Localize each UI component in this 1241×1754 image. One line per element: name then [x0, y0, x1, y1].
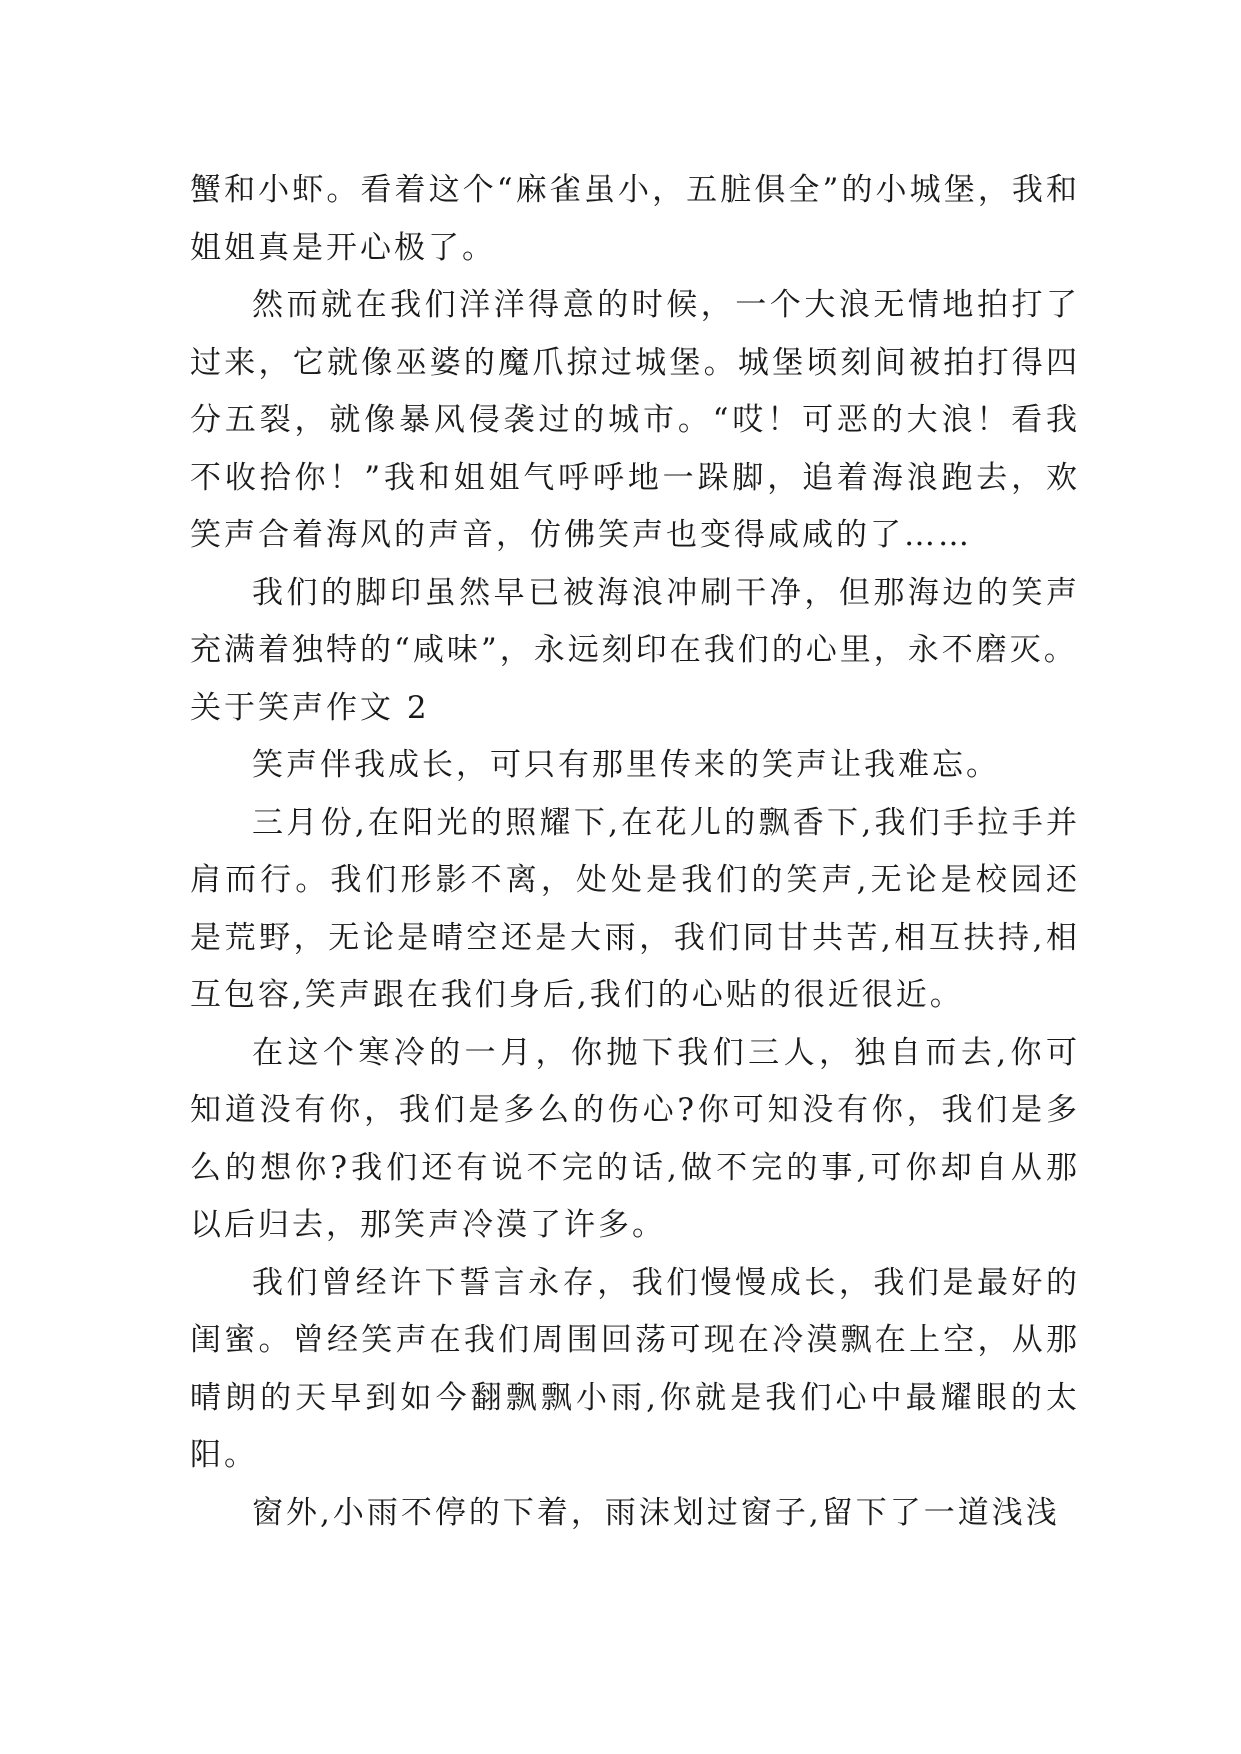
section-heading: 关于笑声作文 2 [190, 689, 430, 726]
paragraph-january: 在这个寒冷的一月，你抛下我们三人，独自而去,你可知道没有你，我们是多么的伤心?你可知没有你，我们是多么的想你?我们还有说不完的话,做不完的事,可你却自从那以后归去，那笑声冷漠了许多。 [190, 1034, 1080, 1243]
paragraph-march: 三月份,在阳光的照耀下,在花儿的飘香下,我们手拉手并肩而行。我们形影不离，处处是我们的笑声,无论是校园还是荒野，无论是晴空还是大雨，我们同甘共苦,相互扶持,相互包容,笑声跟在我们身后,我们的心贴的很近很近。 [190, 804, 1080, 1013]
paragraph-grow-up: 笑声伴我成长，可只有那里传来的笑声让我难忘。 [252, 747, 1000, 783]
paragraph-wave: 然而就在我们洋洋得意的时候，一个大浪无情地拍打了过来，它就像巫婆的魔爪掠过城堡。城堡顷刻间被拍打得四分五裂，就像暴风侵袭过的城市。“哎！可恶的大浪！看我不收拾你！”我和姐姐气呼呼地一跺脚，追着海浪跑去，欢笑声合着海风的声音，仿佛笑声也变得咸咸的了…… [190, 287, 1080, 553]
document-body [190, 162, 1080, 1542]
paragraph-continuation: 蟹和小虾。看着这个“麻雀虽小，五脏俱全”的小城堡，我和姐姐真是开心极了。 [190, 172, 1080, 266]
paragraph-footprints: 我们的脚印虽然早已被海浪冲刷干净，但那海边的笑声充满着独特的“咸味”，永远刻印在我们的心里，永不磨灭。 [190, 574, 1080, 668]
paragraph-rain: 窗外,小雨不停的下着，雨沫划过窗子,留下了一道浅浅 [252, 1494, 1060, 1531]
paragraph-vow: 我们曾经许下誓言永存，我们慢慢成长，我们是最好的闺蜜。曾经笑声在我们周围回荡可现在冷漠飘在上空，从那晴朗的天早到如今翻飘飘小雨,你就是我们心中最耀眼的太阳。 [190, 1264, 1080, 1473]
